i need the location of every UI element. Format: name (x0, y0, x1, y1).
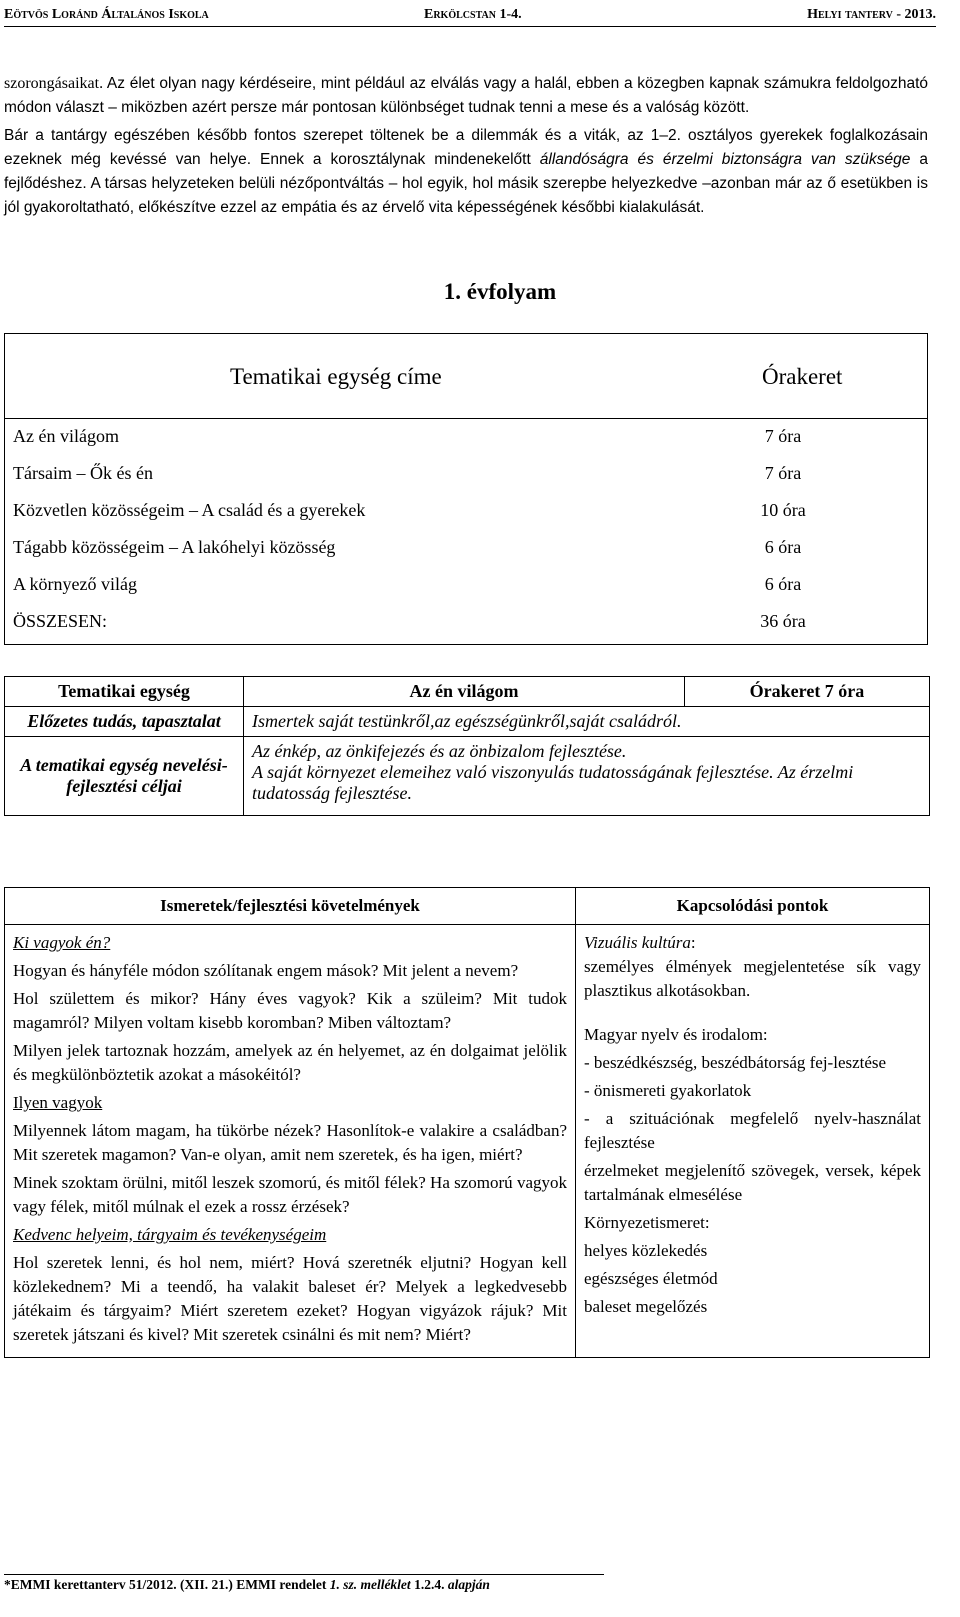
goal-2: A saját környezet elemeihez való viszonyulás tudatosságának fejlesztése. Az érzelmi tudatosság fejlesztése. (252, 762, 854, 803)
goal-1: Az énkép, az önkifejezés és az önbizalom fejlesztése. (252, 741, 627, 761)
overview-col-hours: Órakeret (762, 364, 843, 389)
connection-item: - a szituációnak megfelelő nyelv-használat fejlesztése (584, 1109, 921, 1152)
row-hours: 10 óra (760, 500, 806, 520)
section-title: Ilyen vagyok (13, 1093, 103, 1112)
row-hours: 6 óra (764, 537, 802, 557)
requirements-table (4, 887, 930, 1358)
page-header (4, 6, 936, 27)
subject-name: Erkölcstan 1-4. (424, 7, 522, 22)
prior-knowledge-label: Előzetes tudás, tapasztalat (5, 707, 244, 737)
intro-text (4, 72, 928, 224)
unit-table (4, 676, 930, 816)
row-name: Közvetlen közösségeim – A család és a gyerekek (13, 500, 366, 520)
footer-part: alapján (447, 1577, 490, 1592)
unit-label: Tematikai egység (5, 677, 244, 707)
section-paragraph: Hol születtem és mikor? Hány éves vagyok? Kik a szüleim? Mit tudok magamról? Milyen voltam kisebb koromban? Miben változtam? (13, 989, 567, 1032)
intro-paragraph-1 (4, 72, 928, 120)
goals-text (244, 737, 930, 816)
connection-title-text: Vizuális kultúra (584, 933, 691, 952)
section-paragraph: Milyen jelek tartoznak hozzám, amelyek az én helyemet, az én dolgaimat jelölik és megkülönböztetik azokat a másokéitól? (13, 1041, 567, 1084)
row-hours: 7 óra (764, 426, 802, 446)
unit-hours: Órakeret 7 óra (685, 677, 930, 707)
row-hours: 36 óra (760, 611, 806, 631)
overview-row-total (13, 611, 919, 635)
prior-knowledge-text: Ismertek saját testünkről,az egészségünkről,saját családról. (244, 707, 930, 737)
overview-col-title: Tematikai egység címe (230, 364, 442, 389)
curriculum-name: Helyi tanterv - 2013. (807, 7, 936, 22)
intro-p1-rest: Az élet olyan nagy kérdéseire, mint például az elválás vagy a halál, ebben a közegben kapnak számukra feldolgozható módon választ – miközben azért persze már pontosan különbséget tudnak tenni a mese és a valóság között. (4, 75, 928, 116)
overview-row (13, 537, 919, 561)
section-title: Kedvenc helyeim, tárgyaim és tevékenységeim (13, 1225, 327, 1244)
connection-title-colon: : (690, 933, 696, 952)
connection-item: személyes élmények megjelentetése sík vagy plasztikus alkotásokban. (584, 957, 921, 1000)
connection-title: Környezetismeret: (584, 1213, 710, 1232)
connection-title (584, 931, 921, 955)
intro-p2-rest: a fejlődéshez. A társas helyzeteken belüli nézőpontváltás – hol egyik, hol másik szerepbe helyezkedve –azonban már az ő esetükben is jól gyakoroltatható, előkészítve ezzel az empátia és az érvelő vita képességének későbbi kialakulását. (4, 151, 928, 216)
overview-row (13, 463, 919, 487)
section-paragraph: Minek szoktam örülni, mitől leszek szomorú, és mitől félek? Ha szomorú vagyok vagy félek, mitől múlnak el ezek a rossz érzések? (13, 1173, 567, 1216)
footer-part: 1.2.4. (410, 1577, 448, 1592)
row-name: Az én világom (13, 426, 119, 446)
row-name: A környező világ (13, 574, 137, 594)
requirements-content (5, 925, 576, 1358)
overview-row (13, 500, 919, 524)
page-footer (4, 1574, 604, 1593)
grade-title: 1. évfolyam (443, 279, 557, 304)
row-name: Tágabb közösségeim – A lakóhelyi közösség (13, 537, 336, 557)
section-paragraph: Hol szeretek lenni, és hol nem, miért? Hová szeretnék eljutni? Hogyan kell közlekednem? Mi a teendő, ha valakit baleset ér? Melyek a legkedvesebb játékaim és tárgyaim? Miért szeretem ezeket? Hogyan vigyázok rájuk? Mit szeretek játszani és kivel? Mit szeretek csinálni és mit nem? Miért? (13, 1253, 567, 1344)
requirements-head: Ismeretek/fejlesztési követelmények (5, 888, 576, 925)
connection-item: - önismereti gyakorlatok (584, 1081, 752, 1100)
connection-item: baleset megelőzés (584, 1297, 708, 1316)
connection-item: helyes közlekedés (584, 1241, 708, 1260)
section-title: Ki vagyok én? (13, 933, 111, 952)
intro-paragraph-2 (4, 124, 928, 220)
unit-title: Az én világom (244, 677, 685, 707)
connection-item: érzelmeket megjelenítő szövegek, versek, képek tartalmának elmesélése (584, 1161, 921, 1204)
goals-label: A tematikai egység nevelési-fejlesztési céljai (5, 737, 244, 816)
connection-title: Magyar nyelv és irodalom: (584, 1025, 768, 1044)
footer-part: *EMMI kerettanterv 51/2012. (XII. 21.) EMMI rendelet (4, 1577, 330, 1592)
connections-content (576, 925, 930, 1358)
connection-item: egészséges életmód (584, 1269, 718, 1288)
row-name: Társaim – Ők és én (13, 463, 153, 483)
school-name: Eötvös Loránd Általános Iskola (4, 7, 209, 22)
intro-p1-start: szorongásaikat. (4, 75, 104, 92)
overview-table (4, 333, 928, 645)
row-name: ÖSSZESEN: (13, 611, 108, 631)
connections-head: Kapcsolódási pontok (576, 888, 930, 925)
connection-item: - beszédkészség, beszédbátorság fej-lesztése (584, 1053, 887, 1072)
footer-part: 1. sz. melléklet (329, 1577, 411, 1592)
overview-row (13, 426, 919, 450)
intro-p2-emphasis: állandóságra és érzelmi biztonságra van szüksége (539, 151, 911, 168)
row-hours: 6 óra (764, 574, 802, 594)
intro-p2-start: Bár a tantárgy egészében később fontos szerepet töltenek be a dilemmák és a viták, az 1–2. osztályos gyerekek foglalkozásain ezeknek még kevéssé van helye. Ennek a korosztálynak mindenekelőtt (4, 127, 928, 168)
overview-row (13, 574, 919, 598)
overview-divider (5, 418, 927, 419)
section-paragraph: Hogyan és hányféle módon szólítanak engem mások? Mit jelent a nevem? (13, 961, 519, 980)
section-paragraph: Milyennek látom magam, ha tükörbe nézek? Hasonlítok-e valakire a családban? Mit szeretek magamon? Van-e olyan, amit nem szeretek, és ha igen, miért? (13, 1121, 567, 1164)
row-hours: 7 óra (764, 463, 802, 483)
